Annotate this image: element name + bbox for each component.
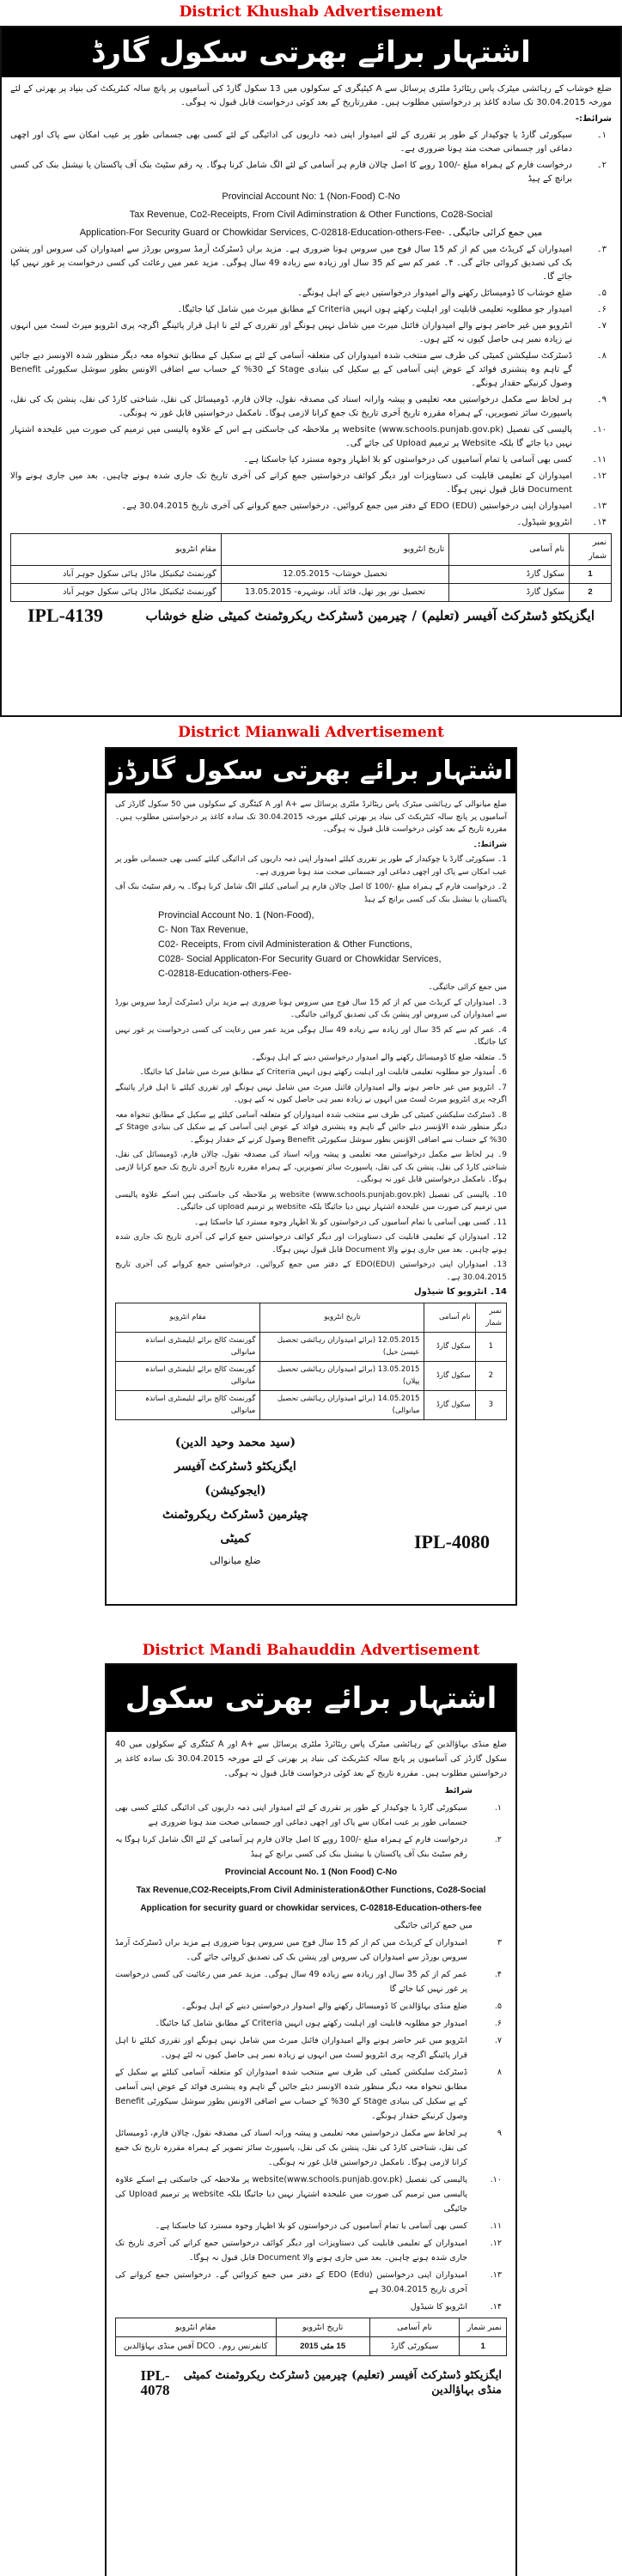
table-row: 3 سکول گارڈ 14.05.2015 (برائے امیدواران رہائشی تحصیل میانوالی) گورنمنٹ کالج برائے ایلیمنٹری اساتذہ میانوالی — [116, 1390, 507, 1419]
mandi-account-line-3: Application for security guard or chowkidar services, C-02818-Education-others-fee — [140, 1904, 482, 1913]
mianwali-ipl-number: IPL-4080 — [414, 1531, 490, 1552]
table-header-row: نمبر شمار نام آسامی تاریخ انٹرویو مقام انٹرویو — [11, 534, 612, 566]
mandi-conditions-heading: شرائط — [444, 1786, 473, 1795]
mandi-ipl-number: IPL-4078 — [140, 2367, 170, 2398]
mianwali-intro: ضلع میانوالی کے رہائشی میٹرک پاس ریٹائرڈ ملٹری پرسائل سے +A اور A کیٹگری کے سکولوں میں 50 سکول گارڈز کی آسامیوں پر پانچ سالہ کنٹریکٹ کی بنیاد پر بھرتی کیلئے مورخہ 30.04.2015 تک سادہ کاغذ پر درخواستیں مطلوب ہیں۔ مقررہ تاریخ کے بعد کوئی درخواست قابل قبول نہ ہوگی۔ — [115, 800, 508, 834]
khushab-interview-table — [10, 533, 612, 602]
mandi-advertisement — [105, 1663, 517, 2576]
mandi-condition-5: ۵. ضلع منڈی بہاؤالدین کا ڈومیسائل رکھنے والے امیدوار درخواستیں دینے کے اہل ہونگے۔ — [181, 2002, 502, 2011]
khushab-condition-9: ۹۔ ہر لحاظ سے مکمل درخواستیں معہ تعلیمی و پیشہ وارانہ اسناد کی مصدقہ نقول، چالان فارم، ڈومیسائل کی نقل، شناختی کارڈ کی نقل، پنشن بک کی نقل، پاسپورٹ سائز تصویریں، کے ہمراہ مقررہ تاریخ آخری تاریخ تک جمع کرانا لازمی ہوگا۔ نامکمل درخواستیں قابل غور نہ ہونگی۔ — [10, 395, 607, 418]
mianwali-banner: اشتہار برائے بھرتی سکول گارڈز — [107, 749, 515, 793]
mandi-interview-table — [115, 2318, 507, 2356]
table-row: 1 سکول گارڈ 12.05.2015 (برائے امیدواران رہائشی تحصیل عیسیٰ خیل) گورنمنٹ کالج برائے ایلیمنٹری اساتذہ میانوالی — [116, 1332, 507, 1361]
mianwali-condition-10: 10۔ پالیسی کی تفصیل website (www.schools.punjab.gov.pk) پر ملاحظہ کی جاسکتی ہیں اسکے علاوہ پالیسی میں ترمیم کی صورت میں علیحدہ اشتہار نہیں دیا جائیگا بلکہ website پر ترمیم upload کی جائیگی۔ — [115, 1190, 507, 1212]
mianwali-district: ضلع میانوالی — [210, 1554, 261, 1566]
mianwali-advertisement — [105, 747, 517, 1606]
mandi-condition-2: ۲. درخواست فارم کے ہمراہ مبلغ -/100 روپے کا اصل چالان فارم ہر آسامی کے لئے الگ شامل کرنا ہوگا یہ رقم سٹیٹ بنک آف پاکستان یا نیشنل بنک کی کسی برانچ کے ہیڈ — [115, 1835, 502, 1859]
mandi-condition-11: ۱۱. کسی بھی آسامی یا تمام آسامیوں کی درخواستوں کو بلا اظہار وجوہ مسترد کیا جاسکتا ہے۔ — [155, 2221, 502, 2231]
mandi-section-title: District Mandi Bahauddin Advertisement — [142, 1642, 480, 1659]
khushab-section-title: District Khushab Advertisement — [179, 3, 443, 21]
mianwali-signatory-title: ایگزیکٹو ڈسٹرکٹ آفیسر (ایجوکیشن) — [174, 1459, 296, 1498]
khushab-condition-8: ۸۔ ڈسٹرکٹ سلیکشن کمیٹی کی طرف سے منتخب شدہ امیدواران کی متعلقہ آسامی کے لئے پے سکیل کے مطابق تنخواہ معہ دیگر منظور شدہ الاونسز دیے جائیں گے تاہم وہ پنشنری فوائد کے عوض اپنی آسامی کے پے سکیل کی بنیادی Stage کے 30% کے حساب سے اضافی الاونس بطور سوشل سکیورٹی Benefit وصول کرنیکے حقدار ہونگے۔ — [10, 351, 607, 388]
khushab-condition-13: ۱۳۔ امیدواران اپنی درخواستیں (EDO (EDU کے دفتر میں جمع کروائیں۔ درخواستیں جمع کروانے کی آخری تاریخ 30.04.2015 ہے۔ — [121, 501, 607, 511]
khushab-account-line-3: Application-For Security Guard or Chowkidar Services, C-02818-Education-others-Fee- میں جمع کرائی جائیگی۔ — [79, 228, 543, 238]
mandi-condition-7: ۷. انٹرویو میں غیر حاضر ہونے والے امیدواران فائنل میرٹ میں شامل نہیں ہونگے اور تقرری کیلئے نا اہل قرار پائینگے اگرچہ پری انٹرویو لسٹ میں انہوں نے زیادہ نمبر ہی حاصل کیوں نہ لئے ہوں۔ — [115, 2036, 502, 2060]
khushab-condition-3: ۳۔ امیدواران کے کریڈٹ میں کم از کم 15 سال فوج میں سروس ہونا ضروری ہے۔ مزید براں ڈسٹرکٹ آرمڈ سروس بورڈز سے امیدواران کی سروس اور پنشن بک کی تصدیق کروائی جائے گی۔ ۴۔ عمر کم سے کم 35 سال اور زیادہ سے زیادہ 49 سال ہوگی۔ مزید عمر میں رعائت کی کسی درخواست پر غور نہیں کیا جائے گا۔ — [10, 245, 607, 282]
mandi-condition-3: ۳ امیدواران کے کریڈٹ میں کم از کم 15 سال فوج میں سروس ہونا ضروری ہے مزید براں ڈسٹرکٹ آرمڈ سروس بورڈز سے امیدواران کی سروس اور پنشن بک کی تصدیق کروائی جائے گی۔ — [115, 1938, 502, 1962]
khushab-ipl-number: IPL-4139 — [27, 605, 103, 626]
khushab-condition-14: ۱۴۔ انٹرویو شیڈول۔ — [516, 518, 607, 527]
mandi-account-suffix: میں جمع کرائی جائیگی — [393, 1921, 473, 1930]
khushab-condition-5: ۵۔ ضلع خوشاب کا ڈومیسائل رکھنے والے امیدوار درخواستیں دینے کے اہل ہونگے۔ — [297, 289, 607, 298]
mandi-body — [107, 1732, 515, 2401]
table-row: 1 سکول گارڈ تحصیل خوشاب- 12.05.2015 گورنمنٹ ٹیکنیکل ماڈل ہائی سکول جوہر آباد — [11, 566, 612, 584]
khushab-banner: اشتہار برائے بھرتی سکول گارڈ — [2, 27, 620, 77]
khushab-account-line-2: Tax Revenue, Co2-Receipts, From Civil Adiminstration & Other Functions, Co28-Social — [129, 210, 493, 220]
table-row: 2 سکول گارڈ 13.05.2015 (برائے امیدواران رہائشی تحصیل پپلاں) گورنمنٹ کالج برائے ایلیمنٹری اساتذہ میانوالی — [116, 1361, 507, 1390]
mianwali-footer — [115, 1431, 507, 1566]
mianwali-schedule-heading: 14۔ انٹرویو کا شیڈول — [413, 1287, 507, 1297]
khushab-advertisement — [0, 26, 622, 717]
mianwali-account-line-4: C028- Social Applicaton-For Security Guard or Chowkidar Services, — [158, 954, 442, 964]
khushab-intro: ضلع خوشاب کے رہائشی میٹرک پاس ریٹائرڈ ملٹری پرسائل سے A کیٹیگری کے سکولوں میں 13 سکول گارڈ کی آسامیوں پر پانچ سالہ کنٹریکٹ کی بنیاد پر بھرتی کے لئے مورخہ 30.04.2015 تک سادہ کاغذ پر درخواستیں مطلوب ہیں۔ مقررتاریخ کے بعد کوئی درخواست قابل قبول نہ ہوگی۔ — [10, 84, 612, 107]
mianwali-condition-8: 8۔ ڈسٹرکٹ سلیکشن کمیٹی کی طرف سے منتخب شدہ امیدواران کو متعلقہ آسامی کیلئے پے سکیل کے مطابق تنخواہ معہ دیگر منظور شدہ الاؤنسز دیئے جائیں گے تاہم وہ پنشنری فوائد کے عوض اپنی آسامی کے پے سکیل کی بنیادی Stage کے 30% کے حساب سے اضافی الاؤنس بطور سوشل سکیورٹی Benefit وصول کرنے کے حقدار ہونگے۔ — [115, 1110, 507, 1145]
table-row: 2 سکول گارڈ تحصیل نور پور تھل، قائد آباد، نوشہرہ- 13.05.2015 گورنمنٹ ٹیکنیکل ماڈل ہائی سکول جوہر آباد — [11, 584, 612, 602]
mianwali-condition-2: 2۔ درخواست فارم کے ہمراہ مبلغ -/100 کا اصل چالان فارم ہر آسامی کیلئے الگ شامل کرنا ہوگا۔ یہ رقم سٹیٹ بنک آف پاکستان یا نیشنل بنک کی کسی برانچ کے ہیڈ — [115, 883, 507, 904]
khushab-body — [2, 77, 620, 626]
mandi-condition-13: ۱۳. امیدواران اپنی درخواستیں (EDO (Edu کے دفتر میں جمع کروائیں گے۔ درخواستیں جمع کروانے کی آخری تاریخ 30.04.2015 ہے — [115, 2270, 502, 2294]
mianwali-account-suffix: میں جمع کرائی جائیگی۔ — [428, 983, 507, 992]
mianwali-condition-3: 3۔ امیدواران کے کریڈٹ میں کم از کم 15 سال فوج میں سروس ہونا ضروری ہے مزید براں ڈسٹرکٹ آرمڈ سروس بورڈ سے امیدواران کی سروس اور پنشن بک کی تصدیق کروائی جائیگی۔ — [115, 998, 507, 1019]
mandi-condition-6: ۶. امیدوار جو مطلوبہ قابلیت اور اہلیت رکھتے ہوں انہیں Criteria کے مطابق شامل کیا جائیگا۔ — [155, 2019, 502, 2028]
mandi-condition-1: ۱. سیکورٹی گارڈ یا چوکیدار کے طور پر تقرری کے لئے امیدوار اپنی ذمہ داریوں کی ادائیگی کیلئے کسی بھی جسمانی طور پر عیب امکان سے پاک اور اچھی دماغی اور جسمانی صحت مند ہونا ضروری ہے — [115, 1803, 502, 1827]
table-row: 1 سیکورٹی گارڈ 15 مئی 2015 کانفرنس روم۔ DCO آفس منڈی بہاؤالدین — [116, 2337, 507, 2356]
mianwali-condition-11: 11۔ کسی بھی آسامی یا تمام آسامیوں کی درخواستوں کو بلا اظہار وجوہ مسترد کیا جاسکتا ہے۔ — [194, 1218, 507, 1227]
mandi-signature: ایگزیکٹو ڈسٹرکٹ آفیسر (تعلیم) چیرمین ڈسٹرکٹ ریکروٹمنٹ کمیٹی منڈی بہاؤالدین — [183, 2369, 502, 2397]
khushab-footer — [10, 605, 612, 626]
mandi-condition-14: ۱۴. انٹرویو کا شیڈول — [410, 2302, 502, 2312]
mandi-footer — [115, 2368, 507, 2397]
mianwali-conditions-heading: شرائط:۔ — [473, 840, 507, 849]
mianwali-account-line-1: Provincial Account No. 1 (Non-Food), — [158, 910, 314, 920]
mandi-condition-4: ۴. عمر کم از کم 35 سال اور زیادہ سے زیادہ 49 سال ہوگی۔ مزید عمر میں رعائیت کی کسی درخواست پر غور نہیں کیا جائے گا — [115, 1970, 502, 1994]
mianwali-account-line-2: C- Non Tax Revenue, — [158, 925, 248, 935]
mianwali-condition-5: 5۔ متعلقہ ضلع کا ڈومیسائل رکھنے والے امیدوار درخواستیں دینے کے اہل ہونگے۔ — [251, 1053, 507, 1062]
mandi-condition-8: ۸ ڈسٹرکٹ سلیکشن کمیٹی کی طرف سے منتخب شدہ امیدواران کو متعلقہ آسامی کیلئے پے سکیل کے مطابق تنخواہ معہ دیگر منظور شدہ الاونسز دیئے جائیں گے تاہم وہ پنشنری فوائد کے عوض اپنی آسامی کے پے سکیل کی بنیادی Stage کے 30% کے حساب سے اضافی الاونس بطور سوشل سیکورٹی Benefit وصول کرنیکے حقدار ہونگے۔ — [115, 2068, 502, 2121]
mianwali-condition-13: 13۔ امیدواران اپنی درخواستیں (EDO(EDU کے دفتر میں جمع کروائیں۔ درخواستیں جمع کروانے کی آخری تاریخ 30.04.2015 ہے۔ — [115, 1261, 508, 1282]
mianwali-section-title: District Mianwali Advertisement — [178, 724, 444, 741]
khushab-condition-6: ۶۔ امیدوار جو مطلوبہ تعلیمی قابلیت اور اہلیت رکھتے ہوں انہیں Criteria کے مطابق میرٹ میں شامل کیا جائیگا۔ — [177, 305, 607, 314]
mandi-condition-9: ۹ ہر لحاظ سے مکمل درخواستیں معہ تعلیمی و پیشہ ورانہ اسناد کی مصدقہ نقول، چالان فارم، ڈومیسائل کی نقل، شناختی کارڈ کی نقل، پنشن بک کی نقل، پاسپورٹ سائز تصویر کے ہمراہ مقررہ تاریخ تک جمع کرانا لازمی ہوگا۔ نامکمل درخواستیں قابل غور نہ ہونگی۔ — [115, 2129, 502, 2167]
khushab-signature: ایگزیکٹو ڈسٹرکٹ آفیسر (تعلیم) / چیرمین ڈسٹرکٹ ریکروٹمنٹ کمیٹی ضلع خوشاب — [145, 608, 595, 623]
mianwali-condition-12: 12۔ امیدواران کے تعلیمی قابلیت کی دستاویزات اور دیگر کوائف درخواستیں جمع کرانے کی آخری تاریخ تک جاری شدہ ہونے چاہیں۔ بعد میں جاری ہونے والا Document قابل قبول نہیں ہوگا۔ — [115, 1233, 507, 1255]
mianwali-condition-1: 1۔ سیکورٹی گارڈ یا چوکیدار کے طور پر تقرری کیلئے امیدوار اپنی ذمہ داریوں کی ادائیگی کیلئے کسی بھی جسمانی طور پر عیب امکان سے پاک اور اچھی دماغی اور جسمانی صحت مند ہونا ضروری ہے۔ — [115, 855, 507, 877]
mianwali-account-line-5: C-02818-Education-others-Fee- — [158, 969, 292, 979]
mianwali-condition-4: 4۔ عمر کم سے کم 35 سال اور زیادہ سے زیادہ 49 سال ہوگی مزید عمر میں رعایت کی کسی درخواست پر غور نہیں کیا جائیگا۔ — [115, 1025, 508, 1047]
mianwali-condition-6: 6۔ اُمیدوار جو مطلوبہ تعلیمی قابلیت اور اہلیت رکھتے ہوں انہیں Criteria کے مطابق میرٹ میں شامل کیا جائیگا۔ — [139, 1068, 507, 1077]
mandi-condition-10: ۱۰. پالیسی کی تفصیل website(www.schools.punjab.gov.pk) پر ملاحظہ کی جاسکتی ہے اسکے علاوہ پالیسی میں ترمیم کی صورت میں علیحدہ اشتہار نہیں دیا جائیگا بلکہ website پر ترمیم Upload کی جائیگی — [115, 2175, 502, 2214]
khushab-condition-11: ۱۱۔ کسی بھی آسامی یا تمام آسامیوں کی درخواستوں کو بلا اظہار وجوہ مسترد کیا جاسکتا ہے۔ — [243, 455, 607, 465]
khushab-condition-1: ۱۔ سیکورٹی گارڈ یا چوکیدار کے طور پر تقرری کے لئے امیدوار اپنی ذمہ داریوں کی ادائیگی کے لئے کسی بھی جسمانی طور پر عیب امکان سے پاک اور اچھی دماغی اور جسمانی صحت مند ہونا ضروری ہے۔ — [10, 131, 607, 154]
mandi-intro: ضلع منڈی بہاؤالدین کے رہائشی میٹرک پاس ریٹائرڈ ملٹری پرسائل سے +A اور A کیٹگری کے سکولوں میں 40 سکول گارڈز کی آسامیوں پر پانچ سالہ کنٹریکٹ کی بنیاد پر بھرتی کے لئے مورخہ 30.04.2015 تک سادہ کاغذ پر درخواستیں مطلوب ہیں۔ مقررہ تاریخ کے بعد کوئی درخواست قابل قبول نہ ہوگی۔ — [115, 1740, 508, 1778]
mandi-account-line-2: Tax Revenue,CO2-Receipts,From Civil Administeration&Other Functions, Co28-Social — [136, 1886, 486, 1895]
mandi-condition-12: ۱۲. امیدواران کے تعلیمی قابلیت کی دستاویزات اور دیگر کوائف درخواستیں جمع کرانے کی آخری تاریخ تک جاری شدہ ہونے چاہیں۔ بعد میں جاری ہونے والا Document قابل قبول نہ ہوگا۔ — [115, 2239, 502, 2263]
khushab-condition-10: ۱۰۔ پالیسی کی تفصیل website (www.schools.punjab.gov.pk) پر ملاحظہ کی جاسکتی ہے اس کے علاوہ پالیسی میں ترمیم کی صورت میں علیحدہ اشتہار نہیں دیا جائے گا بلکہ Website پر ترمیم Upload کی جائے گی۔ — [10, 425, 607, 448]
khushab-condition-2: ۲۔ درخواست فارم کے ہمراہ مبلغ -/100 روپے کا اصل چالان فارم ہر آسامی کے لئے الگ شامل کرنا ہوگا۔ یہ رقم سٹیٹ بنک آف پاکستان یا نیشنل بنک کی کسی برانچ کے ہیڈ — [10, 161, 607, 184]
khushab-conditions-heading: شرائط:- — [575, 114, 612, 124]
mianwali-signatory-name: (سید محمد وحید الدین) — [174, 1435, 296, 1449]
khushab-condition-12: ۱۲۔ امیدواران کے تعلیمی قابلیت کی دستاویزات اور دیگر کوائف درخواستیں جمع کرانے کی آخری تاریخ تک جاری شدہ ہونے چاہیں۔ بعد میں جاری ہونے والا Document قابل قبول نہیں ہوگا۔ — [10, 471, 607, 495]
mianwali-condition-7: 7۔ انٹرویو میں غیر حاضر ہونے والے امیدواران فائنل میرٹ میں شامل نہیں ہونگے اور تقرری کیلئے نا اہل قرار پائینگے اگرچہ پری انٹرویو میرٹ لسٹ میں انہوں نے زیادہ نمبر ہی حاصل کیوں نہ کیے ہوں۔ — [115, 1083, 507, 1104]
mandi-banner: اشتہار برائے بھرتی سکول گارڈز — [107, 1665, 515, 1732]
mandi-account-line-1: Provincial Account No. 1 (Non Food) C-No — [224, 1868, 398, 1877]
mianwali-condition-9: 9۔ ہر لحاظ سے مکمل درخواستیں معہ تعلیمی و پیشہ ورانہ اسناد کی مصدقہ نقول، چالان فارم، ڈومیسائل کی نقل، شناختی کارڈ کی نقل، پنشن بک کی نقل، پاسپورٹ سائز تصویریں، کے ہمراہ مقررہ تاریخ آخری تاریخ تک جمع کرانا لازمی ہوگا۔ نامکمل درخواستیں قابل غور نہ ہونگی۔ — [115, 1151, 507, 1184]
mianwali-account-line-3: C02- Receipts, From civil Administeration & Other Functions, — [158, 939, 412, 950]
khushab-condition-7: ۷۔ انٹرویو میں غیر حاضر ہونے والے امیدواران فائنل میرٹ میں شامل نہیں ہونگے اور تقرری کے لئے نا اہل قرار پائینگے اگرچہ پری انٹرویو میرٹ لسٹ میں انہوں نے زیادہ نمبر ہی حاصل کیوں نہ کئے ہوں۔ — [10, 321, 607, 344]
mianwali-signature-block — [149, 1431, 321, 1571]
mianwali-body — [107, 793, 515, 1566]
mianwali-interview-table — [115, 1303, 507, 1420]
mianwali-committee: چیئرمین ڈسٹرکٹ ریکروٹمنٹ کمیٹی — [162, 1507, 309, 1546]
table-header-row: نمبر شمار نام آسامی تاریخ انٹرویو مقام انٹرویو — [116, 1303, 507, 1332]
table-header-row: نمبر شمار نام آسامی تاریخ انٹرویو مقام انٹرویو — [116, 2318, 507, 2337]
khushab-account-line-1: Provincial Account No: 1 (Non-Food) C-No — [222, 191, 400, 202]
